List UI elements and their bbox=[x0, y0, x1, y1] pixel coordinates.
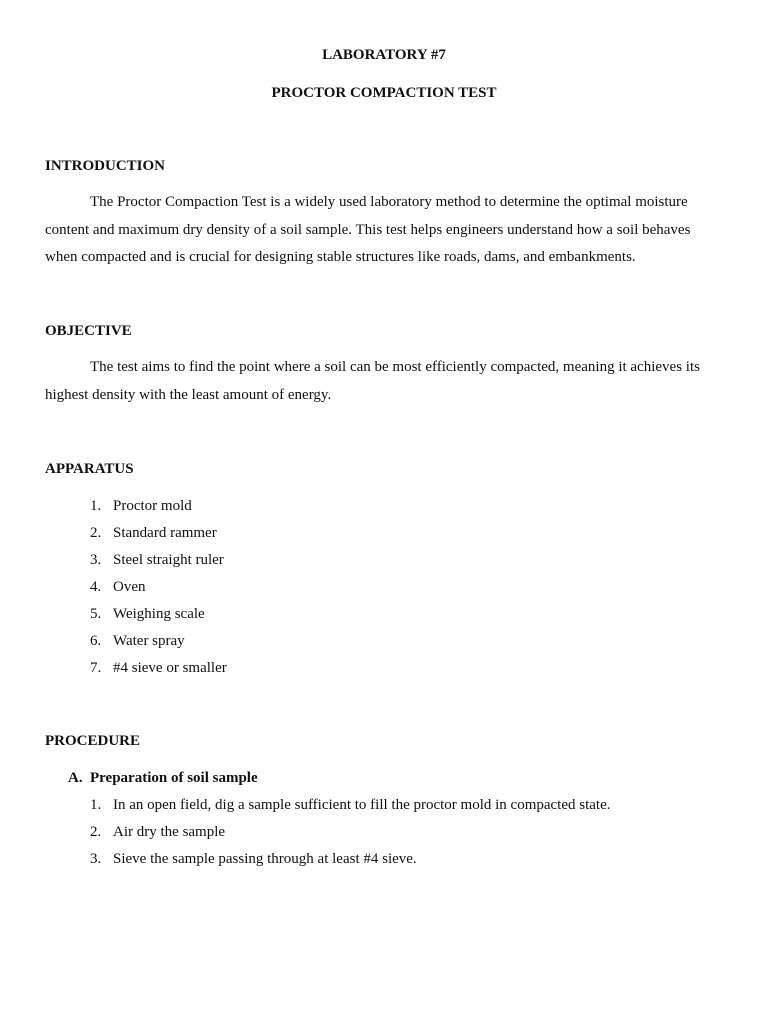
objective-heading: OBJECTIVE bbox=[45, 323, 132, 339]
apparatus-item-label: Standard rammer bbox=[113, 525, 217, 541]
list-number: 6. bbox=[90, 633, 102, 649]
apparatus-item-label: Steel straight ruler bbox=[113, 552, 224, 568]
section-title: Preparation of soil sample bbox=[90, 770, 258, 786]
introduction-heading: INTRODUCTION bbox=[45, 158, 166, 174]
apparatus-heading: APPARATUS bbox=[45, 461, 134, 477]
apparatus-item-label: Oven bbox=[113, 579, 146, 595]
list-number: 2. bbox=[90, 824, 102, 840]
list-number: 4. bbox=[90, 579, 102, 595]
list-number: 5. bbox=[90, 606, 102, 622]
section-letter: A. bbox=[68, 770, 83, 786]
objective-paragraph: The test aims to find the point where a soil can be most efficiently compacted, meaning it achieves its highest density with the least amount of energy. bbox=[45, 359, 700, 403]
list-number: 1. bbox=[90, 498, 102, 514]
list-number: 7. bbox=[90, 660, 102, 676]
apparatus-item-label: Weighing scale bbox=[113, 606, 205, 622]
procedure-step-label: Air dry the sample bbox=[113, 824, 226, 840]
introduction-paragraph: The Proctor Compaction Test is a widely used laboratory method to determine the optimal moisture content and maximum dry density of a soil sample. This test helps engineers understand how a soil behaves when compacted and is crucial for designing stable structures like roads, dams, and embankments. bbox=[45, 194, 691, 265]
list-number: 3. bbox=[90, 552, 102, 568]
procedure-step-label: In an open field, dig a sample sufficient to fill the proctor mold in compacted state. bbox=[113, 797, 611, 813]
list-number: 2. bbox=[90, 525, 102, 541]
procedure-step-label: Sieve the sample passing through at least #4 sieve. bbox=[113, 851, 417, 867]
list-number: 1. bbox=[90, 797, 102, 813]
apparatus-item-label: Proctor mold bbox=[113, 498, 192, 514]
procedure-heading: PROCEDURE bbox=[45, 733, 141, 749]
list-number: 3. bbox=[90, 851, 102, 867]
apparatus-item-label: #4 sieve or smaller bbox=[113, 660, 227, 676]
apparatus-item-label: Water spray bbox=[113, 633, 185, 649]
document-title: LABORATORY #7 bbox=[322, 47, 446, 63]
document-subtitle: PROCTOR COMPACTION TEST bbox=[271, 85, 497, 101]
